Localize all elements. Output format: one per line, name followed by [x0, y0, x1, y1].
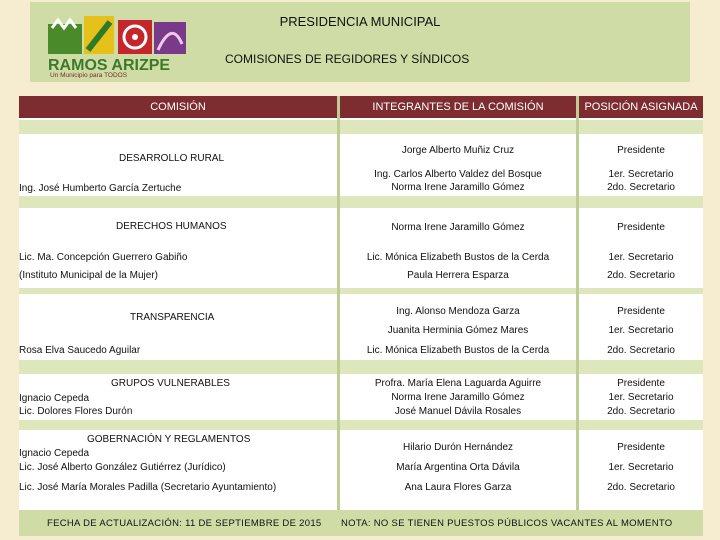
commission-person: Lic. José María Morales Padilla (Secretario Ayuntamiento): [19, 482, 277, 493]
member-name: María Argentina Orta Dávila: [396, 462, 520, 473]
member-name: Paula Herrera Esparza: [407, 270, 509, 281]
commission-name: GOBERNACIÓN Y REGLAMENTOS: [87, 434, 251, 445]
vacancy-note: NOTA: NO SE TIENEN PUESTOS PÚBLICOS VACANTES AL MOMENTO: [341, 518, 673, 529]
row-spacer: [19, 360, 703, 374]
member-name: Norma Irene Jaramillo Gómez: [391, 182, 525, 193]
member-position: Presidente: [617, 306, 665, 317]
header-banner: [30, 2, 690, 82]
member-name: Lic. Mónica Elizabeth Bustos de la Cerda: [366, 345, 550, 356]
update-date: FECHA DE ACTUALIZACIÓN: 11 DE SEPTIEMBRE DE 2015: [47, 518, 322, 529]
row-spacer: [19, 420, 703, 430]
svg-text:Un Municipio para TODOS: Un Municipio para TODOS: [50, 72, 128, 78]
member-position: 2do. Secretario: [607, 482, 675, 493]
member-name: Profra. María Elena Laguarda Aguirre: [374, 378, 542, 389]
col-header-commission: COMISIÓN: [19, 96, 337, 118]
member-name: Ing. Alonso Mendoza Garza: [396, 306, 520, 317]
commission-person: Lic. Ma. Concepción Guerrero Gabiño: [19, 252, 188, 263]
footer-bar: [19, 510, 703, 536]
row-spacer: [19, 196, 703, 208]
commission-name: GRUPOS VULNERABLES: [111, 378, 230, 389]
commission-person: Ignacio Cepeda: [19, 393, 90, 404]
member-name: Norma Irene Jaramillo Gómez: [391, 222, 525, 233]
col-header-position: POSICIÓN ASIGNADA: [579, 96, 703, 118]
member-name: Hilario Durón Hernández: [402, 442, 514, 453]
row-spacer: [19, 288, 703, 294]
commission-name: DERECHOS HUMANOS: [116, 221, 227, 232]
svg-text:RAMOS ARIZPE: RAMOS ARIZPE: [48, 57, 171, 74]
member-position: 1er. Secretario: [608, 325, 674, 336]
commission-person: Ing. José Humberto García Zertuche: [19, 183, 182, 194]
member-position: 1er. Secretario: [608, 462, 674, 473]
member-position: 1er. Secretario: [608, 169, 674, 180]
member-name: Ana Laura Flores Garza: [404, 482, 512, 493]
member-position: Presidente: [617, 442, 665, 453]
commission-person: (Instituto Municipal de la Mujer): [19, 270, 158, 281]
member-name: Juanita Herminia Gómez Mares: [387, 325, 529, 336]
page-subtitle: COMISIONES DE REGIDORES Y SÍNDICOS: [225, 52, 470, 66]
member-name: Jorge Alberto Muñiz Cruz: [401, 145, 515, 156]
member-position: Presidente: [617, 145, 665, 156]
row-spacer: [19, 120, 703, 134]
member-position: 1er. Secretario: [608, 392, 674, 403]
member-position: Presidente: [617, 378, 665, 389]
col-header-members: INTEGRANTES DE LA COMISIÓN: [340, 96, 576, 118]
commission-name: TRANSPARENCIA: [130, 312, 215, 323]
commissions-table: [19, 96, 703, 510]
member-name: Ing. Carlos Alberto Valdez del Bosque: [374, 169, 542, 180]
member-position: 1er. Secretario: [608, 252, 674, 263]
member-name: José Manuel Dávila Rosales: [394, 406, 522, 417]
commission-person: Lic. Dolores Flores Durón: [19, 406, 133, 417]
commission-person: Lic. José Alberto González Gutiérrez (Jurídico): [19, 462, 226, 473]
commission-name: DESARROLLO RURAL: [119, 153, 225, 164]
member-position: 2do. Secretario: [607, 270, 675, 281]
page-title: PRESIDENCIA MUNICIPAL: [279, 14, 441, 29]
member-position: 2do. Secretario: [607, 406, 675, 417]
member-position: 2do. Secretario: [607, 345, 675, 356]
member-position: 2do. Secretario: [607, 182, 675, 193]
commission-person: Rosa Elva Saucedo Aguilar: [19, 345, 141, 356]
member-position: Presidente: [617, 222, 665, 233]
member-name: Norma Irene Jaramillo Gómez: [391, 392, 525, 403]
commission-person: Ignacio Cepeda: [19, 448, 90, 459]
member-name: Lic. Mónica Elizabeth Bustos de la Cerda: [366, 252, 550, 263]
